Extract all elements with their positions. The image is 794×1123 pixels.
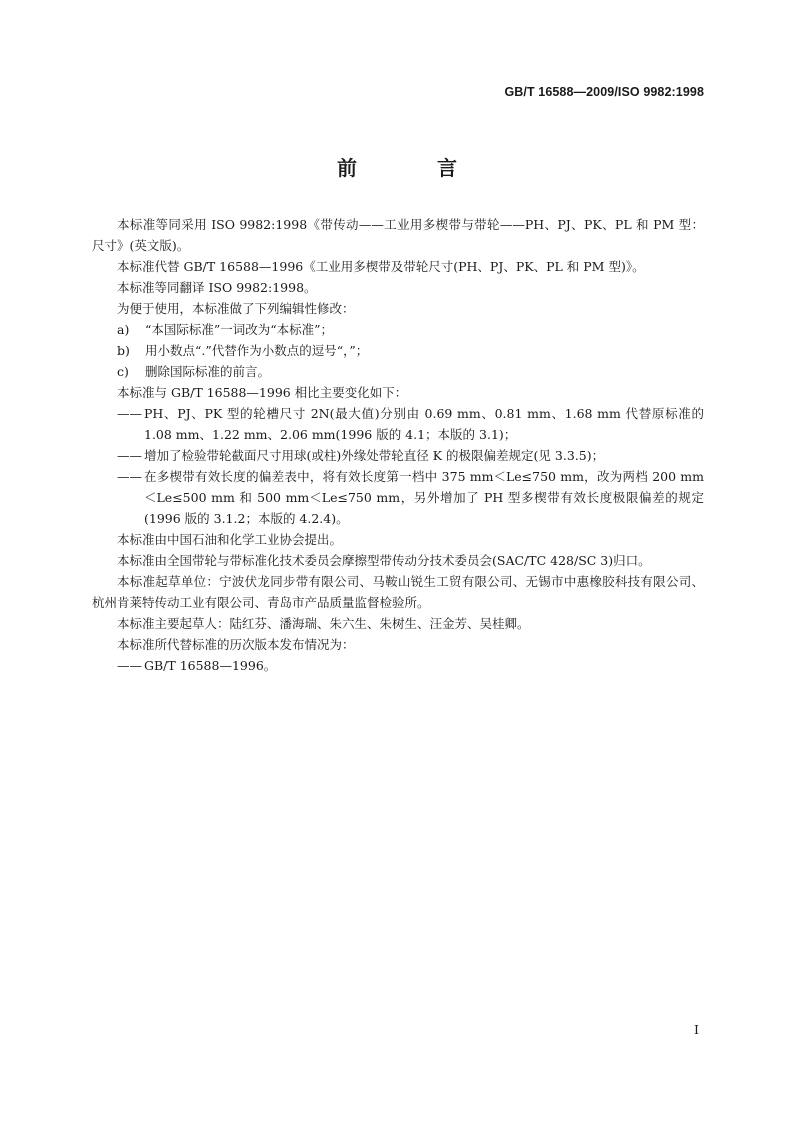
change-item	[92, 403, 704, 445]
paragraph-history-intro: 本标准所代替标准的历次版本发布情况为：	[117, 637, 355, 652]
list-item-text: 用小数点“.”代替作为小数点的逗号“，”；	[145, 343, 369, 358]
paragraph-committee: 本标准由全国带轮与带标准化技术委员会摩擦型带传动分技术委员会(SAC/TC 428/SC 3)归口。	[117, 553, 651, 568]
change-item-text: PH、PJ、PK 型的轮槽尺寸 2N(最大值)分别由 0.69 mm、0.81 mm、1.68 mm 代替原标准的 1.08 mm、1.22 mm、2.06 mm(1996 版的 4.1；本版的 3.1)；	[144, 406, 704, 442]
paragraph-changes-intro: 本标准与 GB/T 16588—1996 相比主要变化如下：	[117, 385, 408, 400]
paragraph-proposer: 本标准由中国石油和化学工业协会提出。	[117, 532, 343, 547]
paragraph-replacement: 本标准代替 GB/T 16588—1996《工业用多楔带及带轮尺寸(PH、PJ、PK、PL 和 PM 型)》。	[117, 259, 645, 274]
list-item	[92, 340, 704, 361]
list-marker: b)	[117, 343, 130, 358]
history-item-text: GB/T 16588—1996。	[144, 658, 277, 673]
change-item-text: 增加了检验带轮截面尺寸用球(或柱)外缘处带轮直径 K 的极限偏差规定(见 3.3.5)；	[144, 448, 605, 463]
paragraph-drafters: 本标准主要起草人：陆红芬、潘海瑞、朱六生、朱树生、汪金芳、吴桂卿。	[117, 616, 530, 631]
paragraph-edit-intro: 为便于使用，本标准做了下列编辑性修改：	[117, 301, 355, 316]
paragraph-drafting-units: 本标准起草单位：宁波伏龙同步带有限公司、马鞍山锐生工贸有限公司、无锡市中惠橡胶科技有限公司、杭州肯莱特传动工业有限公司、青岛市产品质量监督检验所。	[92, 574, 704, 610]
dash-marker: ——	[117, 469, 142, 484]
dash-marker: ——	[117, 658, 142, 673]
paragraph-adoption: 本标准等同采用 ISO 9982:1998《带传动——工业用多楔带与带轮——PH、PJ、PK、PL 和 PM 型：尺寸》(英文版)。	[92, 217, 704, 253]
paragraph-translation: 本标准等同翻译 ISO 9982:1998。	[117, 280, 317, 295]
change-item	[92, 466, 704, 529]
list-item-text: 删除国际标准的前言。	[145, 364, 271, 379]
page-number: I	[694, 1022, 699, 1037]
dash-marker: ——	[117, 406, 142, 421]
standard-code: GB/T 16588—2009/ISO 9982:1998	[504, 85, 704, 99]
foreword-body	[92, 214, 704, 676]
change-item-text: 在多楔带有效长度的偏差表中，将有效长度第一档中 375 mm＜Le≤750 mm，改为两档 200 mm＜Le≤500 mm 和 500 mm＜Le≤750 mm，另外增加了 PH 型多楔带有效长度极限偏差的规定(1996 版的 3.1.2；本版的 4.2.4)。	[144, 469, 704, 526]
list-marker: c)	[117, 364, 129, 379]
list-marker: a)	[117, 322, 130, 337]
history-item	[92, 655, 704, 676]
list-item	[92, 361, 704, 382]
dash-marker: ——	[117, 448, 142, 463]
page-title: 前 言	[337, 156, 487, 180]
list-item	[92, 319, 704, 340]
change-item	[92, 445, 704, 466]
list-item-text: “本国际标准”一词改为“本标准”；	[145, 322, 334, 337]
